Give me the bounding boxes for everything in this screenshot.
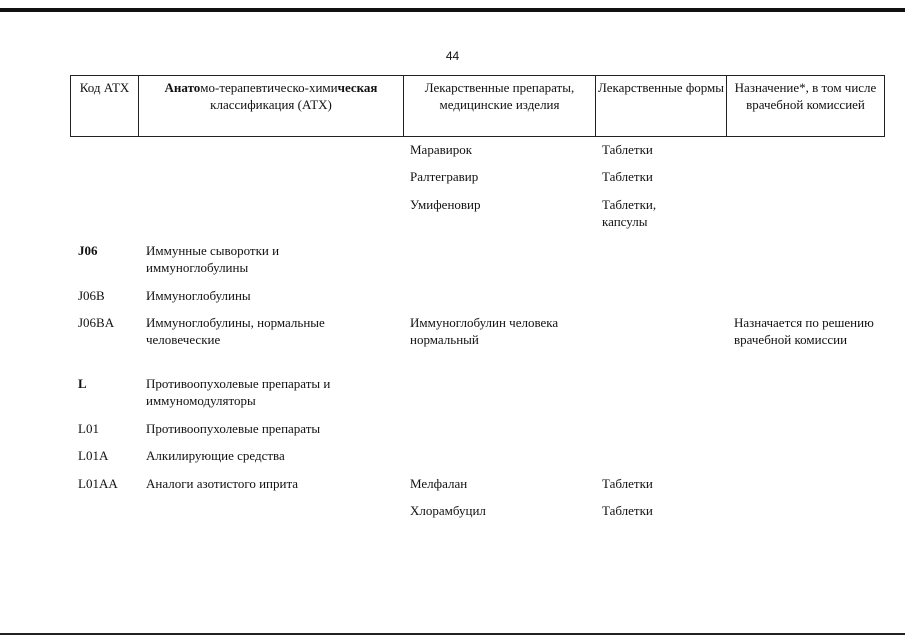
code-cell: J06BA bbox=[78, 315, 115, 330]
form-cell: Таблетки, капсулы bbox=[602, 197, 657, 229]
form-cell: Таблетки bbox=[602, 476, 653, 491]
classification-cell: Противоопухолевые препараты и иммуномодуляторы bbox=[146, 376, 331, 408]
header-classification-bold-b: ческая bbox=[337, 80, 378, 95]
drug-cell: Мелфалан bbox=[410, 476, 468, 491]
top-rule bbox=[0, 8, 905, 12]
header-classification-line2: классификация (АТХ) bbox=[210, 97, 332, 112]
drug-cell: Ралтегравир bbox=[410, 169, 479, 184]
drug-cell: Хлорамбуцил bbox=[410, 503, 486, 518]
form-cell: Таблетки bbox=[602, 169, 653, 184]
header-classification-regular: мо-терапевтическо-хими bbox=[200, 80, 338, 95]
code-cell: L01A bbox=[78, 448, 109, 463]
form-cell: Таблетки bbox=[602, 503, 653, 518]
drug-cell: Умифеновир bbox=[410, 197, 481, 212]
code-cell: J06B bbox=[78, 288, 105, 303]
classification-cell: Аналоги азотистого иприта bbox=[146, 476, 299, 491]
header-drugs: Лекарственные препараты, медицинские изделия bbox=[403, 75, 595, 137]
classification-cell: Иммуноглобулины, нормальные человеческие bbox=[146, 315, 325, 347]
note-cell: Назначается по решению врачебной комиссии bbox=[734, 315, 874, 347]
header-classification bbox=[138, 75, 403, 137]
page-number: 44 bbox=[445, 49, 460, 63]
header-classification-bold-a: Анато bbox=[164, 80, 201, 95]
form-cell: Таблетки bbox=[602, 142, 653, 157]
drug-cell: Иммуноглобулин человека нормальный bbox=[410, 315, 559, 347]
header-code: Код АТХ bbox=[70, 75, 138, 137]
code-cell: L01 bbox=[78, 421, 99, 436]
header-purpose: Назначение*, в том числе врачебной комиссией bbox=[726, 75, 885, 137]
drug-cell: Маравирок bbox=[410, 142, 473, 157]
classification-cell: Алкилирующие средства bbox=[146, 448, 285, 463]
classification-cell: Иммуноглобулины bbox=[146, 288, 251, 303]
bottom-rule bbox=[0, 633, 905, 635]
code-cell: L bbox=[78, 376, 87, 391]
classification-cell: Иммунные сыворотки и иммуноглобулины bbox=[146, 243, 280, 275]
code-cell: J06 bbox=[78, 243, 98, 258]
header-forms: Лекарственные формы bbox=[595, 75, 726, 137]
code-cell: L01AA bbox=[78, 476, 118, 491]
classification-cell: Противоопухолевые препараты bbox=[146, 421, 321, 436]
